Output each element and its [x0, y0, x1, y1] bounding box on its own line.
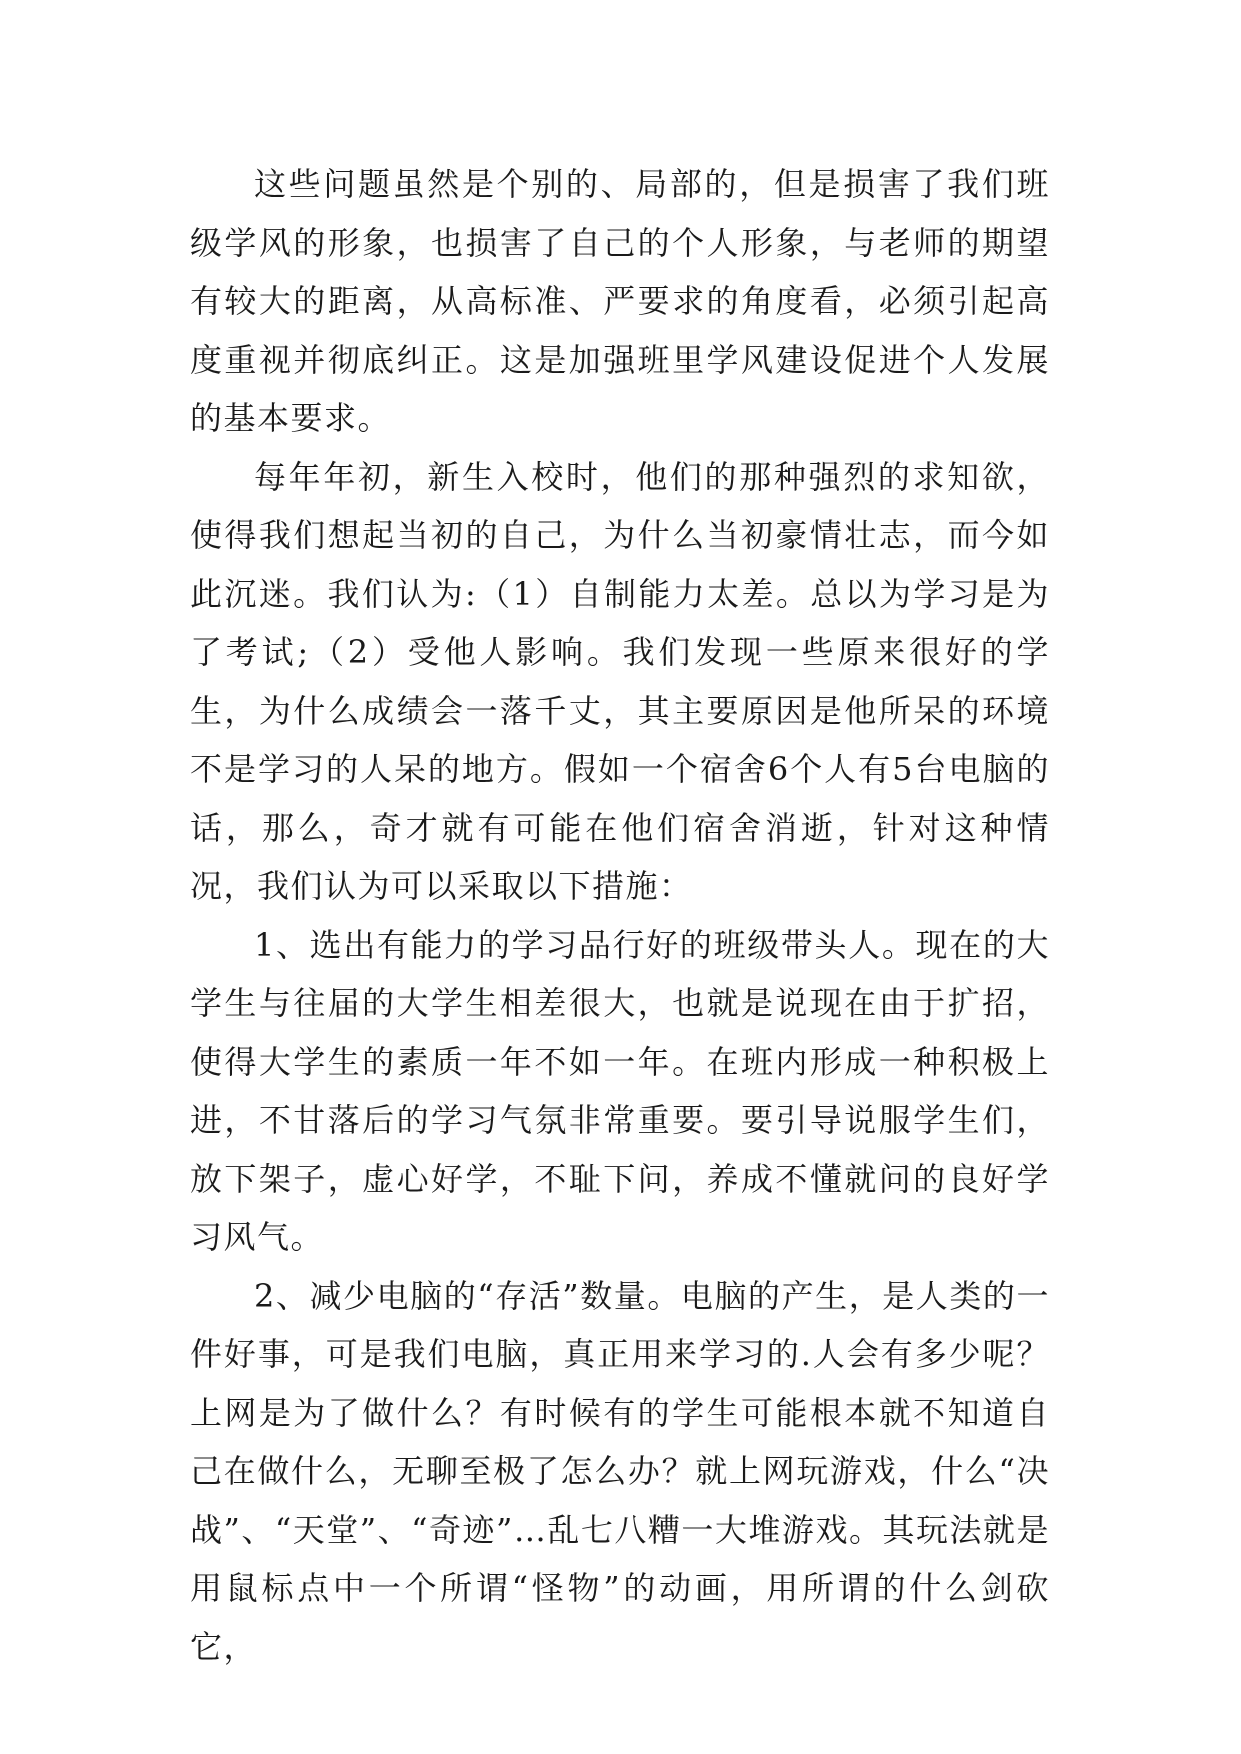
paragraph-4: 2、减少电脑的“存活”数量。电脑的产生，是人类的一件好事，可是我们电脑，真正用来学习的.人会有多少呢？上网是为了做什么？有时候有的学生可能根本就不知道自己在做什么，无聊至极了怎么办？就上网玩游戏，什么“决战”、“天堂”、“奇迹”…乱七八糟一大堆游戏。其玩法就是用鼠标点中一个所谓“怪物”的动画，用所谓的什么剑砍它， [190, 1276, 1050, 1666]
body-text [190, 155, 1050, 1676]
paragraph-1: 这些问题虽然是个别的、局部的，但是损害了我们班级学风的形象，也损害了自己的个人形象，与老师的期望有较大的距离，从高标准、严要求的角度看，必须引起高度重视并彻底纠正。这是加强班里学风建设促进个人发展的基本要求。 [190, 165, 1050, 437]
paragraph-3: 1、选出有能力的学习品行好的班级带头人。现在的大学生与往届的大学生相差很大，也就是说现在由于扩招，使得大学生的素质一年不如一年。在班内形成一种积极上进，不甘落后的学习气氛非常重要。要引导说服学生们，放下架子，虚心好学，不耻下问，养成不懂就问的良好学习风气。 [190, 925, 1050, 1256]
paragraph-2: 每年年初，新生入校时，他们的那种强烈的求知欲，使得我们想起当初的自己，为什么当初豪情壮志，而今如此沉迷。我们认为:（1）自制能力太差。总以为学习是为了考试;（2）受他人影响。我们发现一些原来很好的学生，为什么成绩会一落千丈，其主要原因是他所呆的环境不是学习的人呆的地方。假如一个宿舍6个人有5台电脑的话，那么，奇才就有可能在他们宿舍消逝，针对这种情况，我们认为可以采取以下措施： [190, 457, 1050, 905]
